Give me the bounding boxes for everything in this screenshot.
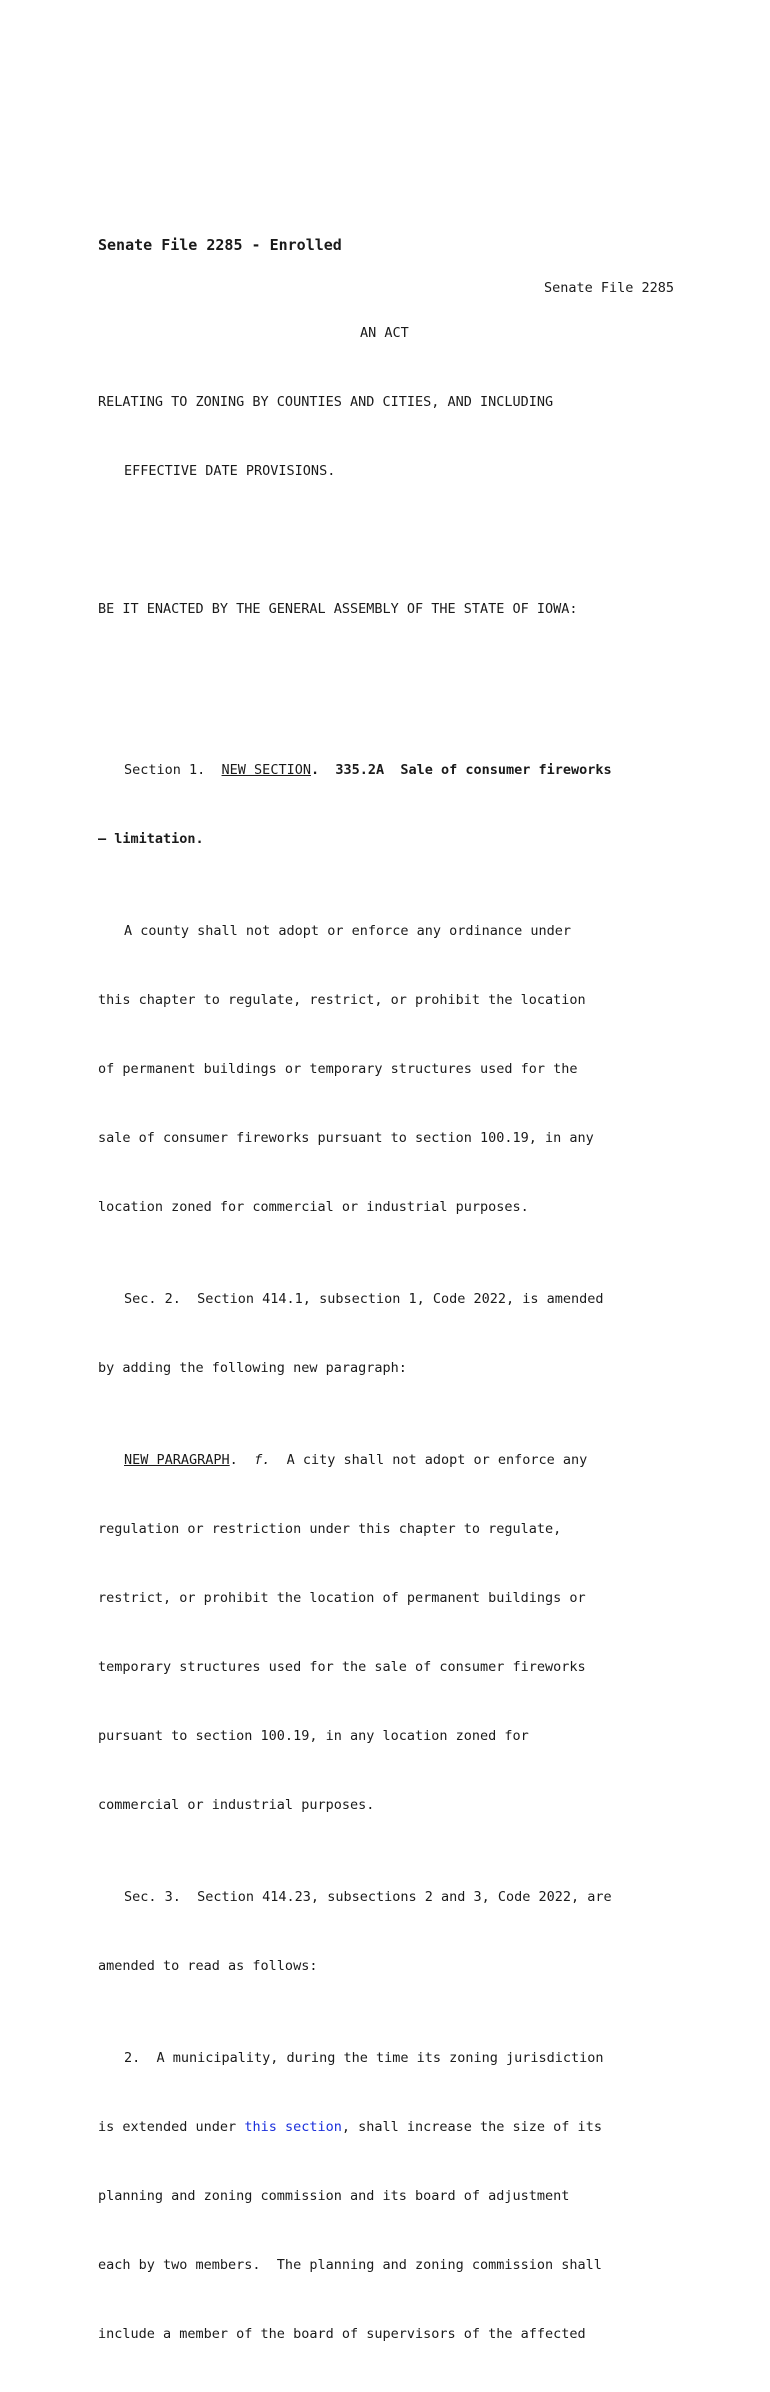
p2-line: commercial or industrial purposes.: [98, 1797, 375, 1813]
p1-line: this chapter to regulate, restrict, or prohibit the location: [98, 992, 586, 1008]
p3-line: include a member of the board of supervisors of the affected: [98, 2326, 586, 2342]
p1-line: location zoned for commercial or industrial purposes.: [98, 1199, 529, 1215]
section-3-line-1: Sec. 3. Section 414.23, subsections 2 and 3, Code 2022, are: [124, 1889, 612, 1905]
paragraph-letter: f.: [254, 1452, 271, 1468]
section-1-heading: [98, 759, 678, 782]
section-2-line-1: Sec. 2. Section 414.1, subsection 1, Code 2022, is amended: [124, 1291, 604, 1307]
document-title: Senate File 2285 - Enrolled: [98, 236, 342, 254]
new-section-label: NEW SECTION: [221, 762, 311, 778]
section-1-label: Section 1.: [124, 762, 222, 778]
heading-dot: .: [310, 762, 336, 778]
p3-line: 2. A municipality, during the time its zoning jurisdiction: [124, 2050, 604, 2066]
section-1-title-cont: — limitation.: [98, 831, 204, 847]
np-dot: .: [229, 1452, 255, 1468]
new-paragraph-line: [98, 1449, 678, 1472]
p1-line: A county shall not adopt or enforce any ordinance under: [124, 923, 572, 939]
p3-line: planning and zoning commission and its board of adjustment: [98, 2188, 570, 2204]
this-section-link[interactable]: this section: [244, 2119, 342, 2135]
file-number: Senate File 2285: [543, 280, 674, 296]
p3-post: , shall increase the size of its: [341, 2119, 602, 2135]
section-2-line-2: by adding the following new paragraph:: [98, 1360, 407, 1376]
p3-link-line: [98, 2116, 678, 2139]
section-1-title: 335.2A Sale of consumer fireworks: [335, 762, 612, 778]
p3-line: each by two members. The planning and zoning commission shall: [98, 2257, 602, 2273]
relating-line-2: EFFECTIVE DATE PROVISIONS.: [124, 463, 336, 479]
np-text: A city shall not adopt or enforce any: [270, 1452, 588, 1468]
p2-line: temporary structures used for the sale of consumer fireworks: [98, 1659, 586, 1675]
p2-line: regulation or restriction under this chapter to regulate,: [98, 1521, 562, 1537]
enacting-clause: BE IT ENACTED BY THE GENERAL ASSEMBLY OF THE STATE OF IOWA:: [98, 601, 578, 617]
p1-line: of permanent buildings or temporary structures used for the: [98, 1061, 578, 1077]
new-paragraph-label: NEW PARAGRAPH: [124, 1452, 230, 1468]
act-heading: AN ACT: [360, 325, 409, 341]
p2-line: restrict, or prohibit the location of permanent buildings or: [98, 1590, 586, 1606]
p2-line: pursuant to section 100.19, in any location zoned for: [98, 1728, 529, 1744]
relating-line-1: RELATING TO ZONING BY COUNTIES AND CITIES, AND INCLUDING: [98, 394, 554, 410]
section-3-line-2: amended to read as follows:: [98, 1958, 318, 1974]
p1-line: sale of consumer fireworks pursuant to section 100.19, in any: [98, 1130, 594, 1146]
p3-pre: is extended under: [98, 2119, 245, 2135]
bill-body: [98, 345, 678, 2392]
